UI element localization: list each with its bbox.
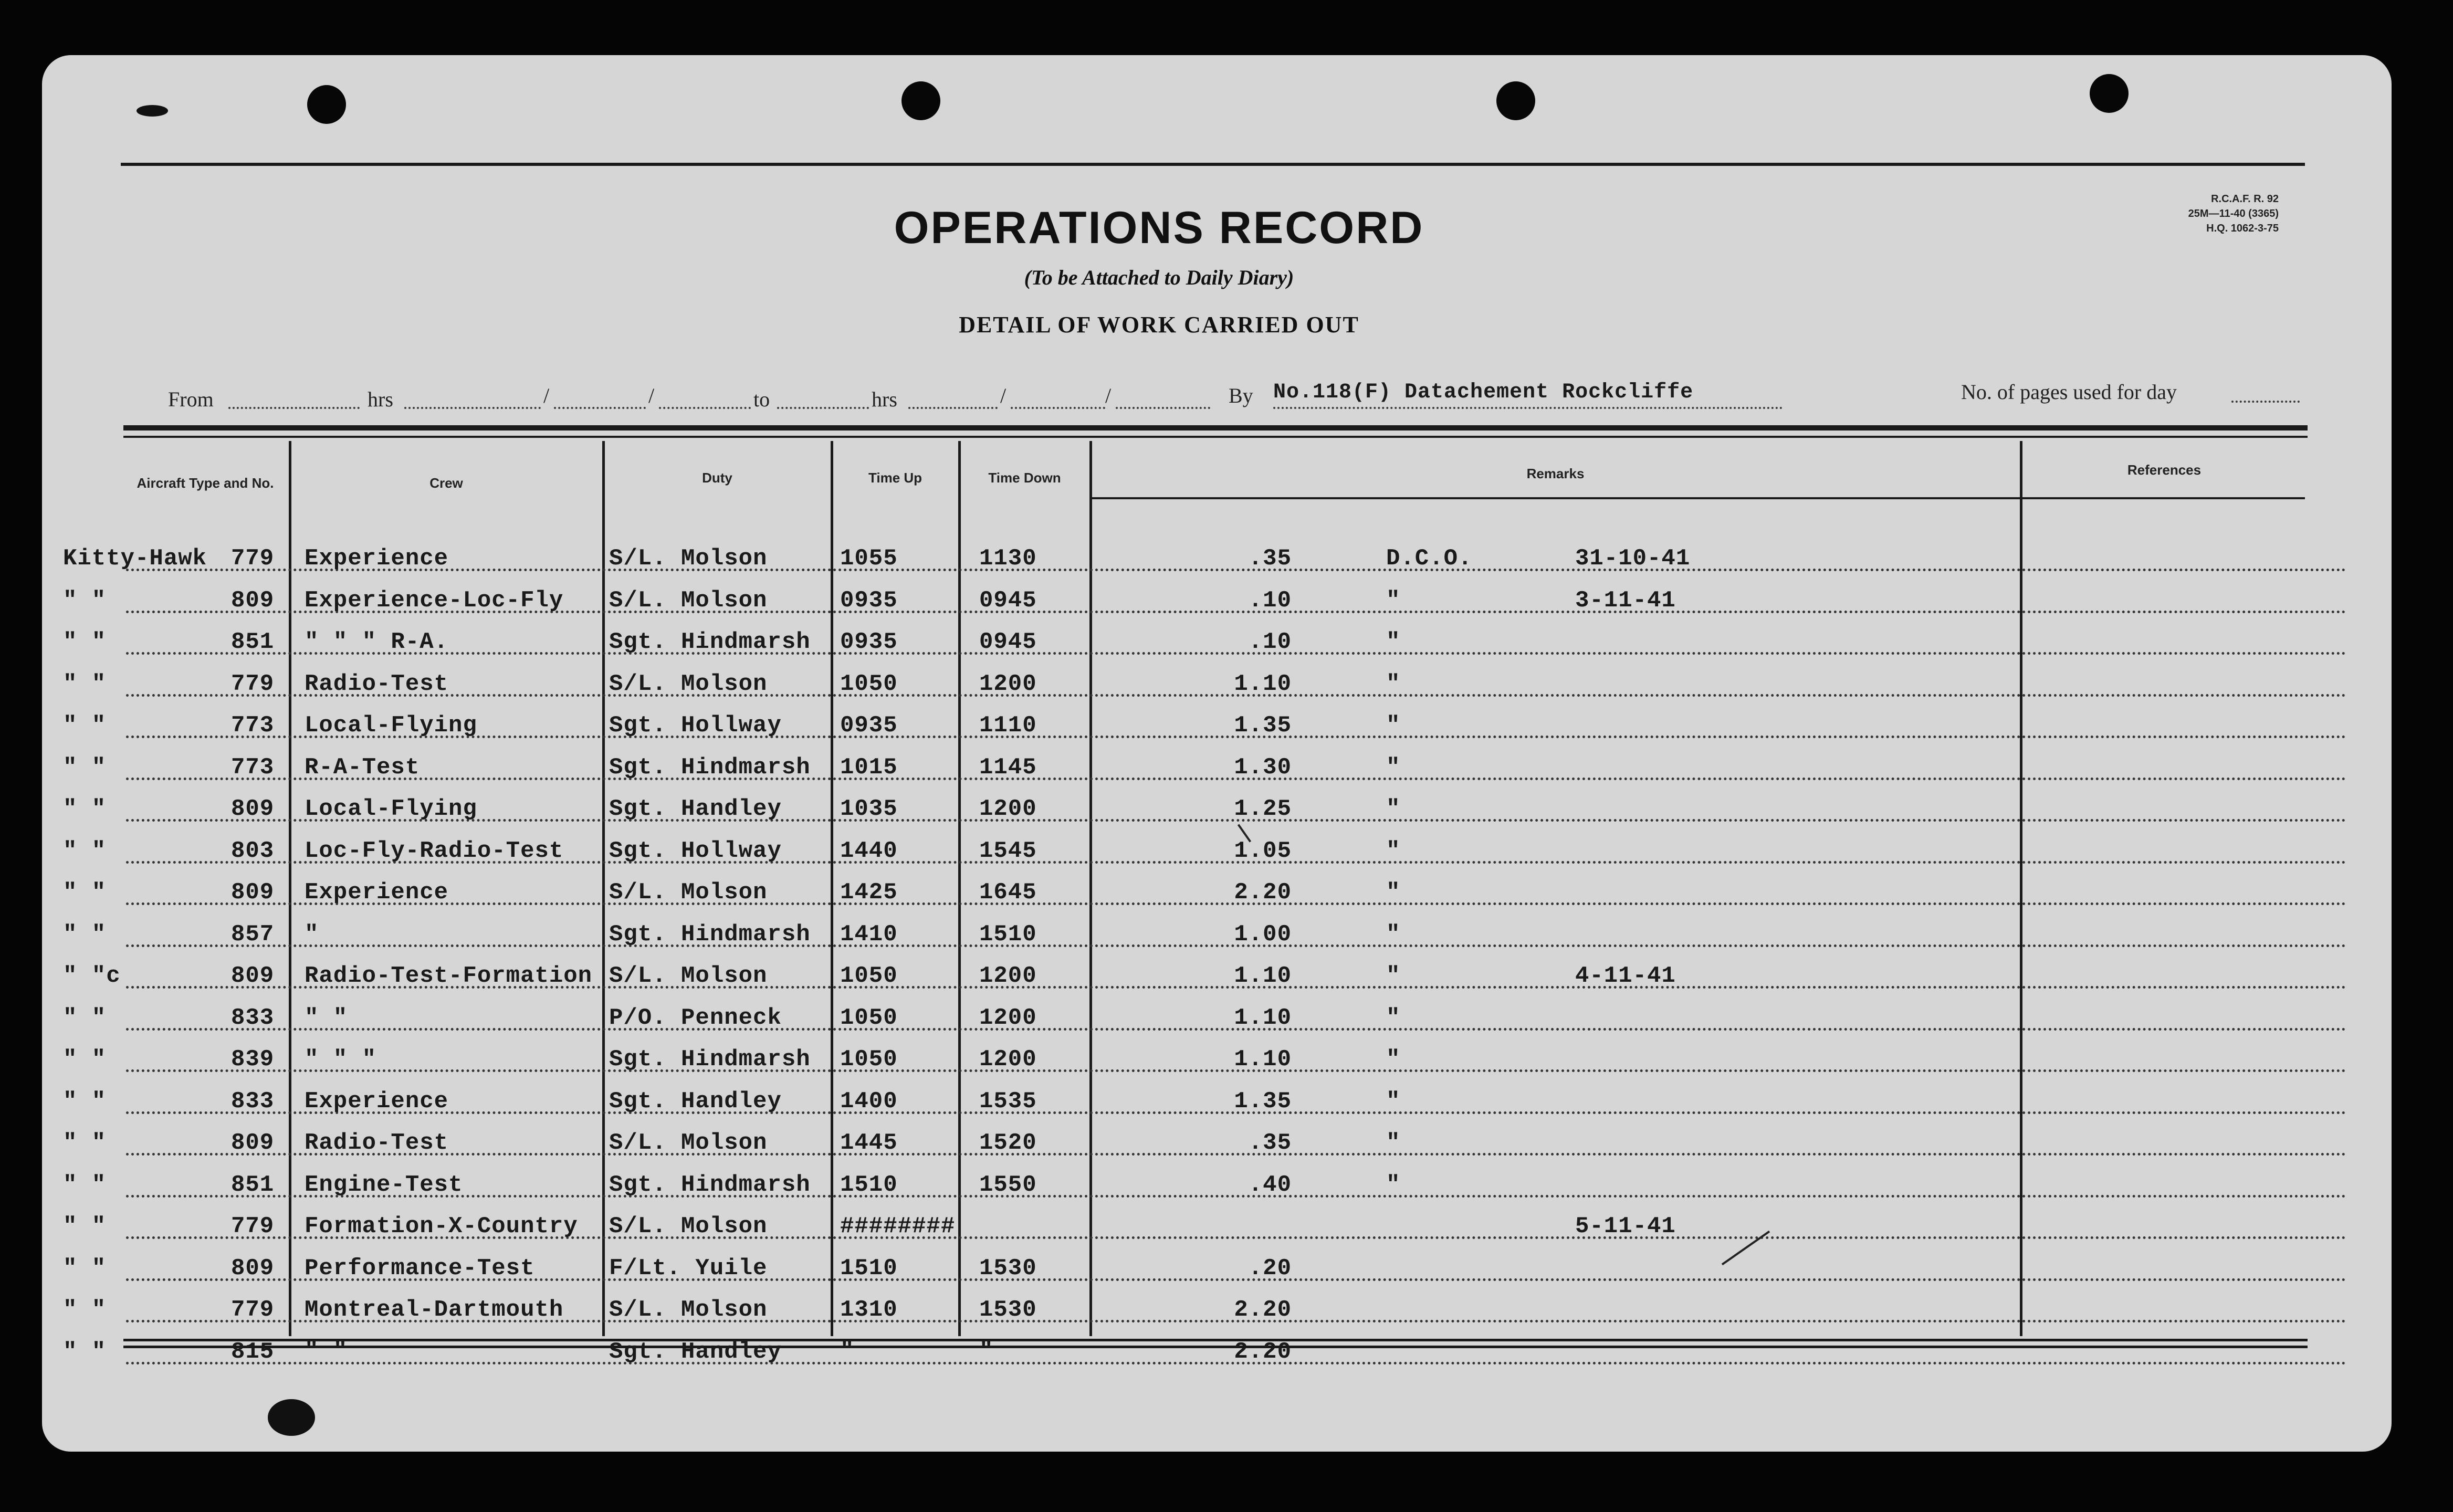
aircraft-type-cell: " ": [63, 1130, 107, 1156]
time-up-cell: 1310: [840, 1297, 898, 1323]
duty-cell: Sgt. Hindmarsh: [609, 629, 811, 655]
remarks-underline: [1089, 497, 2305, 499]
table-row: [42, 1253, 2392, 1295]
aircraft-no-cell: 773: [231, 712, 275, 739]
duration-cell: 1.00: [1234, 921, 1292, 948]
remark-code-cell: ": [1386, 921, 1401, 948]
time-down-cell: 1535: [979, 1088, 1037, 1115]
duration-cell: 1.10: [1234, 1004, 1292, 1031]
aircraft-type-cell: " ": [63, 1004, 107, 1031]
crew-cell: Radio-Test: [305, 670, 449, 697]
aircraft-type-cell: " ": [63, 712, 107, 739]
duration-cell: 1.25: [1234, 796, 1292, 822]
table-row: [42, 1044, 2392, 1086]
by-value: No.118(F) Datachement Rockcliffe: [1273, 381, 1694, 404]
aircraft-no-cell: 833: [231, 1088, 275, 1115]
duration-cell: .10: [1248, 587, 1292, 614]
table-row: [42, 1170, 2392, 1212]
col-header-remarks: Remarks: [1526, 466, 1585, 481]
duty-cell: S/L. Molson: [609, 1297, 768, 1323]
remark-code-cell: ": [1386, 796, 1401, 822]
col-header-time-down: Time Down: [988, 470, 1061, 486]
punch-hole: [307, 85, 346, 124]
duration-cell: 1.35: [1234, 1088, 1292, 1115]
remark-code-cell: D.C.O.: [1386, 545, 1473, 572]
time-down-cell: 1645: [979, 879, 1037, 906]
duty-cell: Sgt. Hindmarsh: [609, 1171, 811, 1198]
aircraft-type-cell: " ": [63, 670, 107, 697]
aircraft-type-cell: " ": [63, 796, 107, 822]
slash: /: [648, 384, 655, 407]
aircraft-no-cell: 851: [231, 1171, 275, 1198]
date-field: [1116, 407, 1210, 409]
duration-cell: 1.35: [1234, 712, 1292, 739]
time-up-cell: 1425: [840, 879, 898, 906]
aircraft-type-cell: " ": [63, 1088, 107, 1115]
time-up-cell: 1050: [840, 1004, 898, 1031]
remark-date-cell: 4-11-41: [1575, 963, 1676, 989]
time-up-cell: 0935: [840, 629, 898, 655]
time-down-cell: 1110: [979, 712, 1037, 739]
time-down-cell: 1145: [979, 754, 1037, 781]
crew-cell: Radio-Test: [305, 1130, 449, 1156]
from-label: From: [168, 387, 214, 411]
table-row: [42, 585, 2392, 627]
time-up-cell: 1050: [840, 963, 898, 989]
duty-cell: Sgt. Hollway: [609, 712, 782, 739]
crew-cell: " " ": [305, 1046, 377, 1073]
pages-field: [2231, 401, 2300, 403]
aircraft-no-cell: 803: [231, 837, 275, 864]
table-row: [42, 1295, 2392, 1337]
aircraft-no-cell: 779: [231, 670, 275, 697]
duration-cell: .40: [1248, 1171, 1292, 1198]
aircraft-type-cell: " ": [63, 629, 107, 655]
aircraft-no-cell: 809: [231, 879, 275, 906]
aircraft-no-cell: 857: [231, 921, 275, 948]
by-field: [1273, 407, 1783, 409]
duration-cell: 1.05: [1234, 837, 1292, 864]
aircraft-type-cell: " ": [63, 1338, 107, 1365]
to-field: [777, 407, 869, 409]
table-row: [42, 1211, 2392, 1253]
time-up-cell: 1035: [840, 796, 898, 822]
remark-date-cell: 3-11-41: [1575, 587, 1676, 614]
table-top-rule: [123, 425, 2308, 430]
table-row: [42, 1337, 2392, 1379]
crew-cell: Experience-Loc-Fly: [305, 587, 564, 614]
time-up-cell: 1510: [840, 1255, 898, 1282]
duty-cell: Sgt. Hindmarsh: [609, 754, 811, 781]
duty-cell: S/L. Molson: [609, 545, 768, 572]
subtitle: (To be Attached to Daily Diary): [1024, 266, 1294, 289]
crew-cell: Local-Flying: [305, 796, 477, 822]
hrs-label: hrs: [368, 387, 393, 411]
crew-cell: Experience: [305, 545, 449, 572]
aircraft-type-cell: " ": [63, 754, 107, 781]
aircraft-no-cell: 851: [231, 629, 275, 655]
duration-cell: .35: [1248, 545, 1292, 572]
table-row: [42, 877, 2392, 919]
time-up-cell: 1400: [840, 1088, 898, 1115]
time-up-cell: ": [840, 1338, 855, 1365]
aircraft-type-cell: " ": [63, 1171, 107, 1198]
table-row: [42, 836, 2392, 878]
crew-cell: " ": [305, 1004, 348, 1031]
duty-cell: Sgt. Hollway: [609, 837, 782, 864]
slash: /: [1000, 384, 1007, 407]
crew-cell: Loc-Fly-Radio-Test: [305, 837, 564, 864]
duration-cell: 1.10: [1234, 1046, 1292, 1073]
aircraft-type-cell: " ": [63, 879, 107, 906]
remark-date-cell: 5-11-41: [1575, 1213, 1676, 1240]
aircraft-type-cell: " "c: [63, 963, 121, 989]
pages-label: No. of pages used for day: [1961, 380, 2177, 404]
time-down-cell: 1530: [979, 1297, 1037, 1323]
operations-record-form: [42, 55, 2392, 1452]
remark-code-cell: ": [1386, 1046, 1401, 1073]
duty-cell: Sgt. Handley: [609, 1338, 782, 1365]
aircraft-type-cell: " ": [63, 1297, 107, 1323]
duty-cell: S/L. Molson: [609, 670, 768, 697]
time-up-cell: 1445: [840, 1130, 898, 1156]
top-rule: [121, 163, 2305, 166]
table-row: [42, 627, 2392, 669]
remark-code-cell: ": [1386, 1171, 1401, 1198]
duration-cell: 1.10: [1234, 963, 1292, 989]
aircraft-type-cell: " ": [63, 837, 107, 864]
time-down-cell: 1200: [979, 1004, 1037, 1031]
aircraft-type-cell: " ": [63, 1213, 107, 1240]
time-down-cell: 1545: [979, 837, 1037, 864]
time-down-cell: 1520: [979, 1130, 1037, 1156]
time-down-cell: 1530: [979, 1255, 1037, 1282]
crew-cell: Engine-Test: [305, 1171, 463, 1198]
time-up-cell: 1050: [840, 670, 898, 697]
time-up-cell: 0935: [840, 587, 898, 614]
remark-code-cell: ": [1386, 963, 1401, 989]
duration-cell: .20: [1248, 1255, 1292, 1282]
aircraft-no-cell: 809: [231, 796, 275, 822]
duty-cell: S/L. Molson: [609, 587, 768, 614]
slash: /: [543, 384, 550, 407]
page-title: OPERATIONS RECORD: [894, 203, 1424, 253]
crew-cell: Performance-Test: [305, 1255, 535, 1282]
time-up-cell: 1050: [840, 1046, 898, 1073]
table-row: [42, 961, 2392, 1003]
duration-cell: .35: [1248, 1130, 1292, 1156]
hrs-label-2: hrs: [872, 387, 897, 411]
remark-code-cell: ": [1386, 587, 1401, 614]
remark-code-cell: ": [1386, 879, 1401, 906]
slash: /: [1105, 384, 1112, 407]
crew-cell: Radio-Test-Formation: [305, 963, 593, 989]
duty-cell: F/Lt. Yuile: [609, 1255, 768, 1282]
aircraft-no-cell: 809: [231, 1255, 275, 1282]
duty-cell: S/L. Molson: [609, 1213, 768, 1240]
time-down-cell: 1200: [979, 1046, 1037, 1073]
aircraft-no-cell: 779: [231, 1297, 275, 1323]
punch-hole: [1496, 81, 1535, 120]
duration-cell: 1.10: [1234, 670, 1292, 697]
aircraft-type-cell: Kitty-Hawk: [63, 545, 207, 572]
duty-cell: S/L. Molson: [609, 1130, 768, 1156]
crew-cell: ": [305, 921, 319, 948]
crew-cell: Formation-X-Country: [305, 1213, 578, 1240]
aircraft-no-cell: 833: [231, 1004, 275, 1031]
duration-cell: 2.20: [1234, 1297, 1292, 1323]
form-reference: R.C.A.F. R. 92 25M—11-40 (3365) H.Q. 1062-3-75: [2188, 193, 2279, 234]
duty-cell: P/O. Penneck: [609, 1004, 782, 1031]
col-header-aircraft: Aircraft Type and No.: [137, 475, 274, 491]
aircraft-no-cell: 839: [231, 1046, 275, 1073]
table-row: [42, 543, 2392, 585]
remark-code-cell: ": [1386, 754, 1401, 781]
crew-cell: R-A-Test: [305, 754, 420, 781]
remark-code-cell: ": [1386, 670, 1401, 697]
aircraft-no-cell: 779: [231, 545, 275, 572]
aircraft-no-cell: 773: [231, 754, 275, 781]
aircraft-type-cell: " ": [63, 1046, 107, 1073]
duty-cell: Sgt. Handley: [609, 1088, 782, 1115]
duty-cell: Sgt. Hindmarsh: [609, 1046, 811, 1073]
table-row: [42, 1128, 2392, 1170]
time-down-cell: ": [979, 1338, 994, 1365]
time-down-cell: 1200: [979, 796, 1037, 822]
col-header-time-up: Time Up: [868, 470, 923, 486]
hrs-field-2: [908, 407, 998, 409]
remark-code-cell: ": [1386, 1004, 1401, 1031]
remark-code-cell: ": [1386, 629, 1401, 655]
section-heading: DETAIL OF WORK CARRIED OUT: [959, 312, 1359, 338]
aircraft-no-cell: 779: [231, 1213, 275, 1240]
duty-cell: Sgt. Hindmarsh: [609, 921, 811, 948]
time-down-cell: 1200: [979, 670, 1037, 697]
table-row: [42, 794, 2392, 836]
date-field: [659, 407, 751, 409]
col-header-duty: Duty: [702, 470, 732, 486]
time-up-cell: 1055: [840, 545, 898, 572]
time-up-cell: 1015: [840, 754, 898, 781]
crew-cell: Experience: [305, 879, 449, 906]
crew-cell: " ": [305, 1338, 348, 1365]
duty-cell: S/L. Molson: [609, 879, 768, 906]
time-down-cell: 1550: [979, 1171, 1037, 1198]
remark-code-cell: ": [1386, 1130, 1401, 1156]
time-up-cell: 1510: [840, 1171, 898, 1198]
ink-blot: [137, 105, 168, 117]
remark-code-cell: ": [1386, 837, 1401, 864]
aircraft-no-cell: 815: [231, 1338, 275, 1365]
duration-cell: 1.30: [1234, 754, 1292, 781]
punch-hole: [901, 81, 940, 120]
time-down-cell: 1200: [979, 963, 1037, 989]
punch-hole: [2090, 74, 2129, 113]
table-top-rule-thin: [123, 436, 2308, 438]
to-label: to: [753, 387, 770, 411]
duration-cell: .10: [1248, 629, 1292, 655]
crew-cell: Montreal-Dartmouth: [305, 1297, 564, 1323]
date-field: [1011, 407, 1105, 409]
aircraft-no-cell: 809: [231, 963, 275, 989]
aircraft-type-cell: " ": [63, 921, 107, 948]
time-up-cell: 1410: [840, 921, 898, 948]
crew-cell: " " " R-A.: [305, 629, 449, 655]
duration-cell: 2.20: [1234, 879, 1292, 906]
time-up-cell: 0935: [840, 712, 898, 739]
aircraft-no-cell: 809: [231, 587, 275, 614]
table-row: [42, 1003, 2392, 1045]
time-down-cell: 1130: [979, 545, 1037, 572]
time-up-cell: 1440: [840, 837, 898, 864]
table-row: [42, 710, 2392, 752]
hrs-field: [404, 407, 541, 409]
duty-cell: Sgt. Handley: [609, 796, 782, 822]
crew-cell: Experience: [305, 1088, 449, 1115]
time-down-cell: 0945: [979, 629, 1037, 655]
from-field: [228, 407, 360, 409]
time-down-cell: 0945: [979, 587, 1037, 614]
aircraft-type-cell: " ": [63, 1255, 107, 1282]
duty-cell: S/L. Molson: [609, 963, 768, 989]
aircraft-no-cell: 809: [231, 1130, 275, 1156]
col-header-crew: Crew: [429, 475, 463, 491]
remark-code-cell: ": [1386, 712, 1401, 739]
table-row: [42, 1086, 2392, 1128]
time-up-cell: ########: [840, 1213, 956, 1240]
aircraft-type-cell: " ": [63, 587, 107, 614]
ink-blot: [268, 1399, 315, 1436]
remark-code-cell: ": [1386, 1088, 1401, 1115]
table-row: [42, 669, 2392, 711]
table-row: [42, 919, 2392, 961]
remark-date-cell: 31-10-41: [1575, 545, 1691, 572]
date-field: [554, 407, 646, 409]
time-down-cell: 1510: [979, 921, 1037, 948]
table-row: [42, 752, 2392, 794]
by-label: By: [1229, 384, 1253, 407]
duration-cell: 2.20: [1234, 1338, 1292, 1365]
col-header-references: References: [2127, 462, 2202, 478]
crew-cell: Local-Flying: [305, 712, 477, 739]
